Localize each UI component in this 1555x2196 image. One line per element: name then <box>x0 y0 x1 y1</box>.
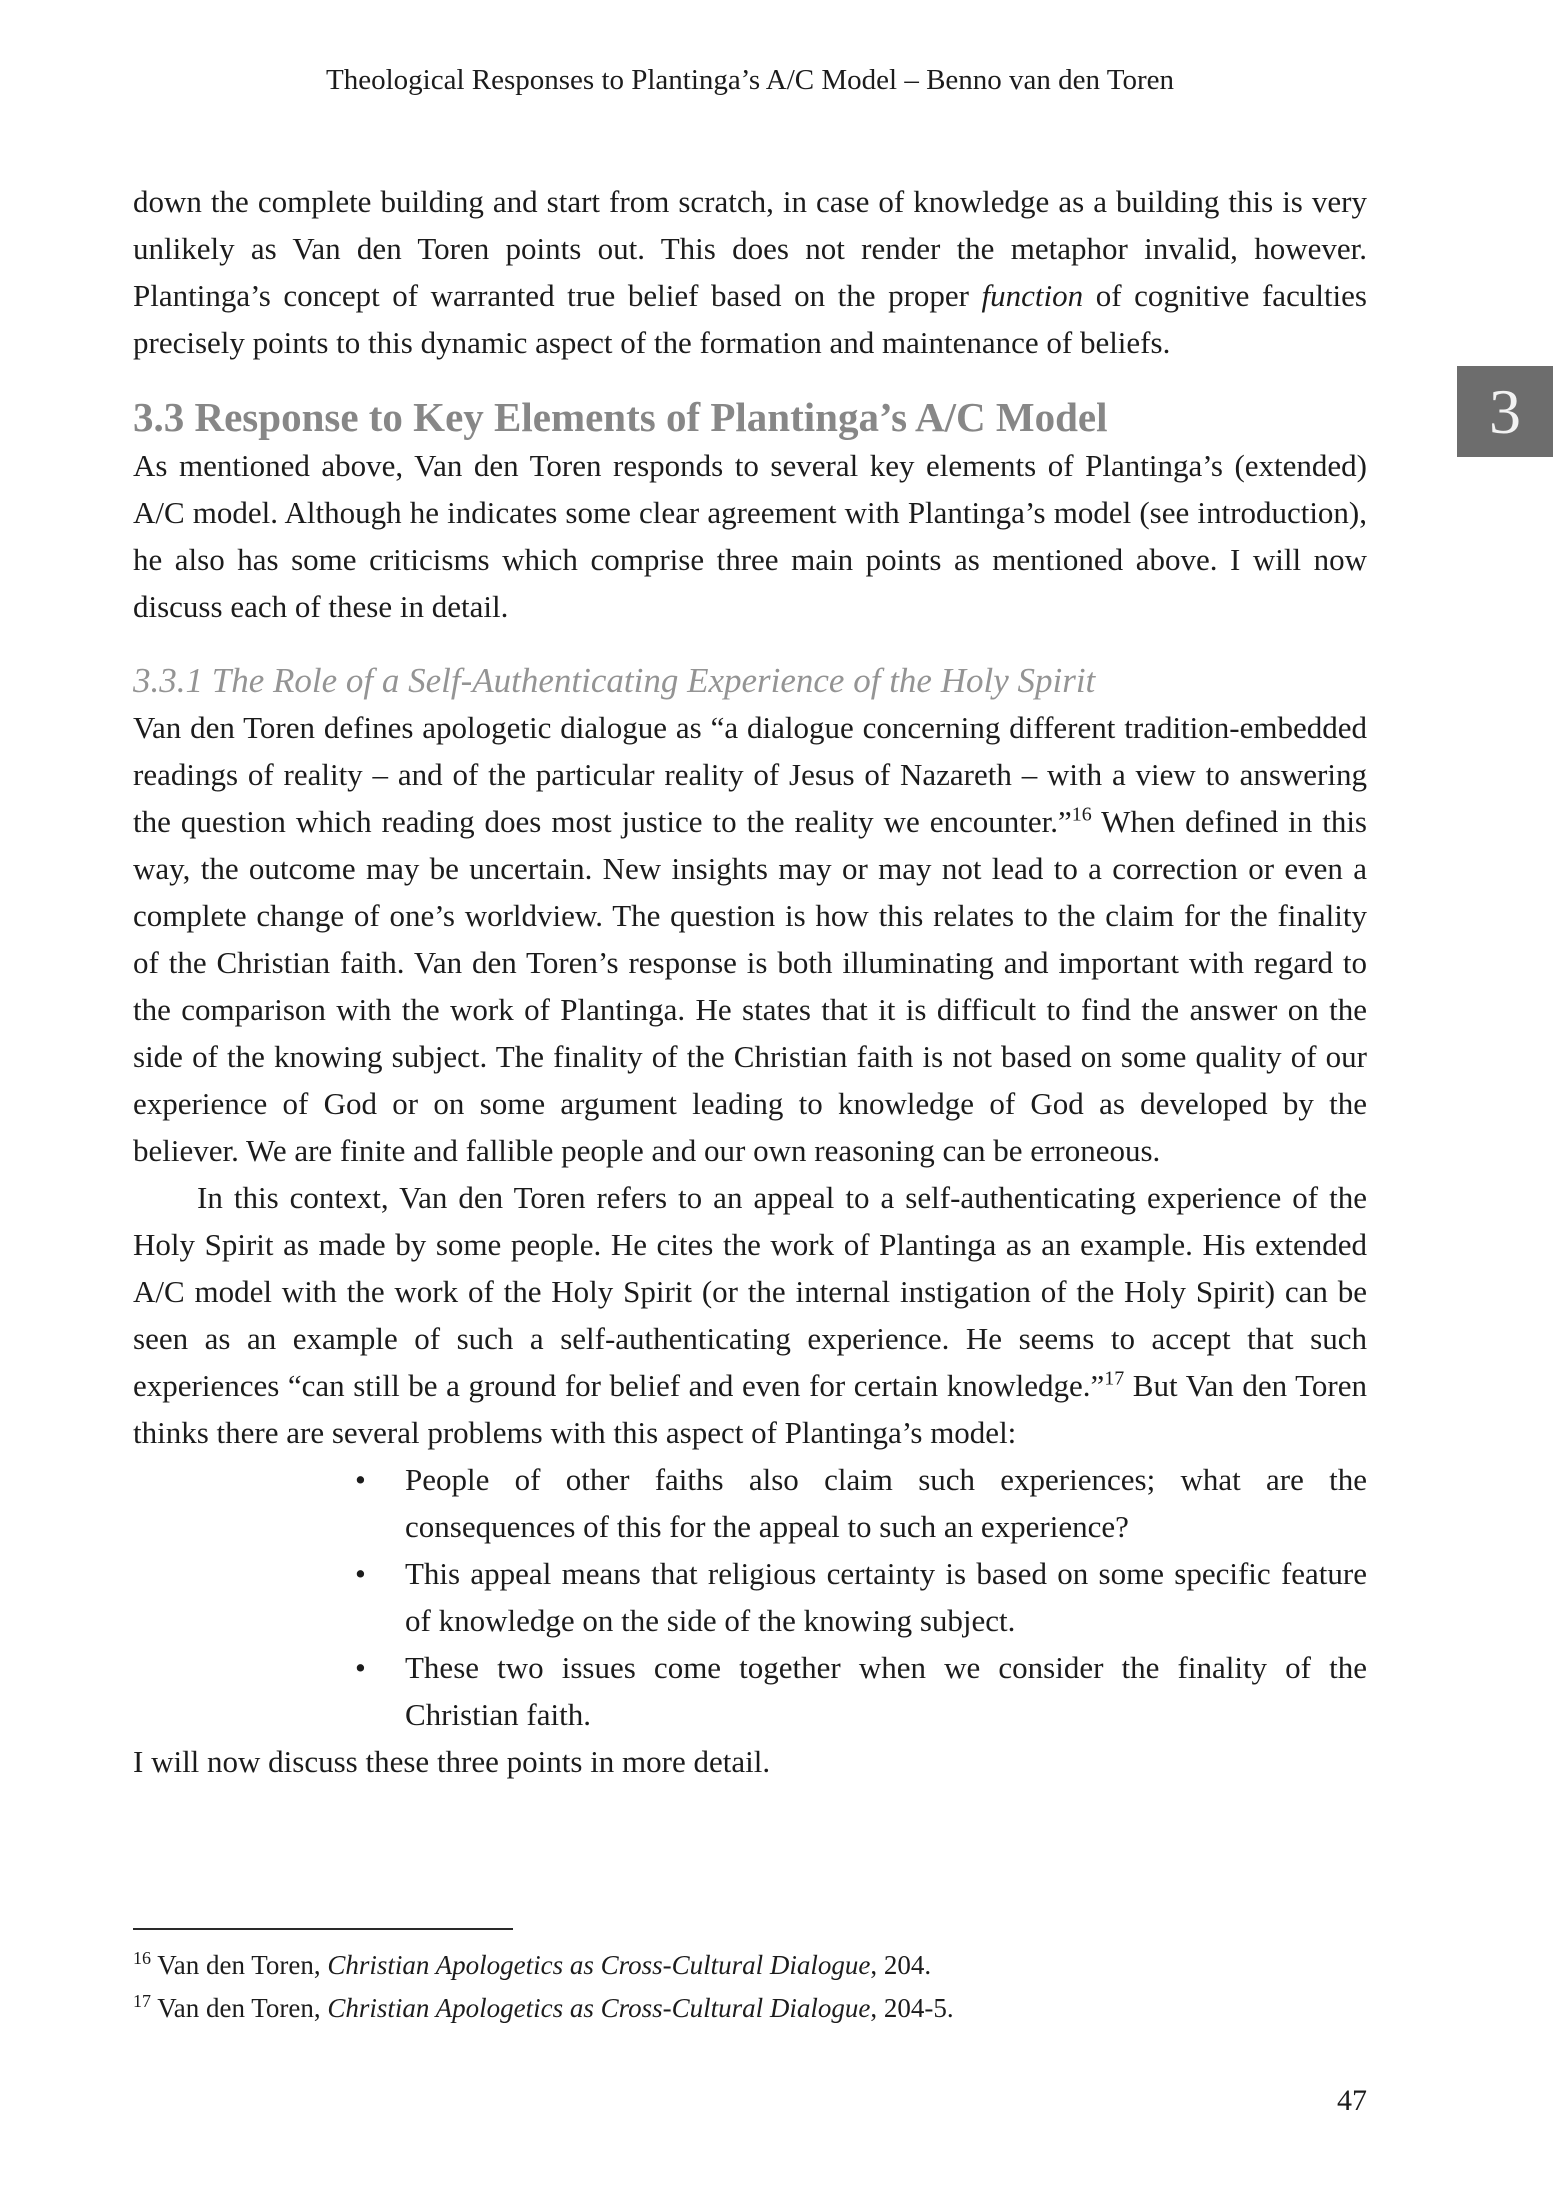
bullet-text-2: This appeal means that religious certainty is based on some specific feature of knowledge on the side of the knowing subject. <box>405 1556 1367 1638</box>
page-number: 47 <box>1337 2084 1367 2117</box>
footnote-17-text-b: , 204-5. <box>870 1993 954 2023</box>
subsection-paragraph-2-text-b: But Van den Toren thinks there are several problems with this aspect of Plantinga’s model: <box>133 1368 1367 1450</box>
list-item <box>133 1456 1367 1550</box>
footnote-ref-17: 17 <box>1104 1367 1125 1390</box>
footnote-16-number: 16 <box>133 1948 151 1968</box>
bullet-icon: • <box>355 1650 366 1685</box>
footnote-16-book-title: Christian Apologetics as Cross-Cultural Dialogue <box>327 1950 871 1980</box>
subsection-paragraph-2-text-a: In this context, Van den Toren refers to an appeal to a self-authenticating experience of the Holy Spirit as made by some people. He cites the work of Plantinga as an example. His extended A/C model with the work of the Holy Spirit (or the internal instigation of the Holy Spirit) can be seen as an example of such a self-authenticating experience. He seems to accept that such experiences “can still be a ground for belief and even for certain knowledge.” <box>133 1180 1367 1403</box>
bullet-list <box>133 1456 1367 1738</box>
list-item <box>133 1550 1367 1644</box>
subsection-paragraph-1 <box>133 704 1367 1174</box>
text-column <box>133 178 1367 1785</box>
paragraph-1-text-b: of cognitive faculties precisely points to this dynamic aspect of the formation and maintenance of beliefs. <box>133 278 1367 360</box>
footnote-separator <box>133 1928 513 1930</box>
chapter-tab <box>1457 366 1553 457</box>
subsection-paragraph-1-text-a: Van den Toren defines apologetic dialogue as “a dialogue concerning different tradition-embedded readings of reality – and of the particular reality of Jesus of Nazareth – with a view to answering the question which reading does most justice to the reality we encounter.” <box>133 710 1367 839</box>
footnotes-block <box>133 1944 1367 2030</box>
running-header-text: Theological Responses to Plantinga’s A/C Model – Benno van den Toren <box>326 64 1174 96</box>
footnote-17-book-title: Christian Apologetics as Cross-Cultural Dialogue <box>327 1993 871 2023</box>
chapter-tab-number: 3 <box>1489 375 1521 447</box>
bullet-text-3: These two issues come together when we consider the finality of the Christian faith. <box>405 1650 1367 1732</box>
section-heading-3-3: 3.3 Response to Key Elements of Plantinga’s A/C Model <box>133 394 1108 440</box>
footnote-16 <box>133 1944 1367 1987</box>
footnote-17 <box>133 1987 1367 2030</box>
footnote-17-number: 17 <box>133 1991 151 2011</box>
closing-paragraph: I will now discuss these three points in more detail. <box>133 1744 771 1779</box>
running-header <box>133 62 1367 98</box>
paragraph-1-text-a: down the complete building and start from scratch, in case of knowledge as a building this is very unlikely as Van den Toren points out. This does not render the metaphor invalid, however. Plantinga’s concept of warranted true belief based on the proper <box>133 184 1367 313</box>
bullet-icon: • <box>355 1462 366 1497</box>
footnote-17-text-a: Van den Toren, <box>157 1993 328 2023</box>
paragraph-1-italic-word: function <box>981 278 1084 313</box>
paragraph-1 <box>133 178 1367 366</box>
subsection-paragraph-1-text-b: When defined in this way, the outcome may be uncertain. New insights may or may not lead to a correction or even a complete change of one’s worldview. The question is how this relates to the claim for the finality of the Christian faith. Van den Toren’s response is both illuminating and important with regard to the comparison with the work of Plantinga. He states that it is difficult to find the answer on the side of the knowing subject. The finality of the Christian faith is not based on some quality of our experience of God or on some argument leading to knowledge of God as developed by the believer. We are finite and fallible people and our own reasoning can be erroneous. <box>133 804 1367 1168</box>
section-intro-paragraph: As mentioned above, Van den Toren responds to several key elements of Plantinga’s (extended) A/C model. Although he indicates some clear agreement with Plantinga’s model (see introduction), he also has some criticisms which comprise three main points as mentioned above. I will now discuss each of these in detail. <box>133 448 1367 624</box>
footnote-16-text-a: Van den Toren, <box>157 1950 328 1980</box>
subsection-heading-3-3-1: 3.3.1 The Role of a Self-Authenticating Experience of the Holy Spirit <box>133 661 1096 700</box>
subsection-paragraph-2 <box>133 1174 1367 1456</box>
footnote-ref-16: 16 <box>1071 803 1092 826</box>
footnote-16-text-b: , 204. <box>870 1950 932 1980</box>
bullet-icon: • <box>355 1556 366 1591</box>
bullet-text-1: People of other faiths also claim such experiences; what are the consequences of this for the appeal to such an experience? <box>405 1462 1367 1544</box>
list-item <box>133 1644 1367 1738</box>
